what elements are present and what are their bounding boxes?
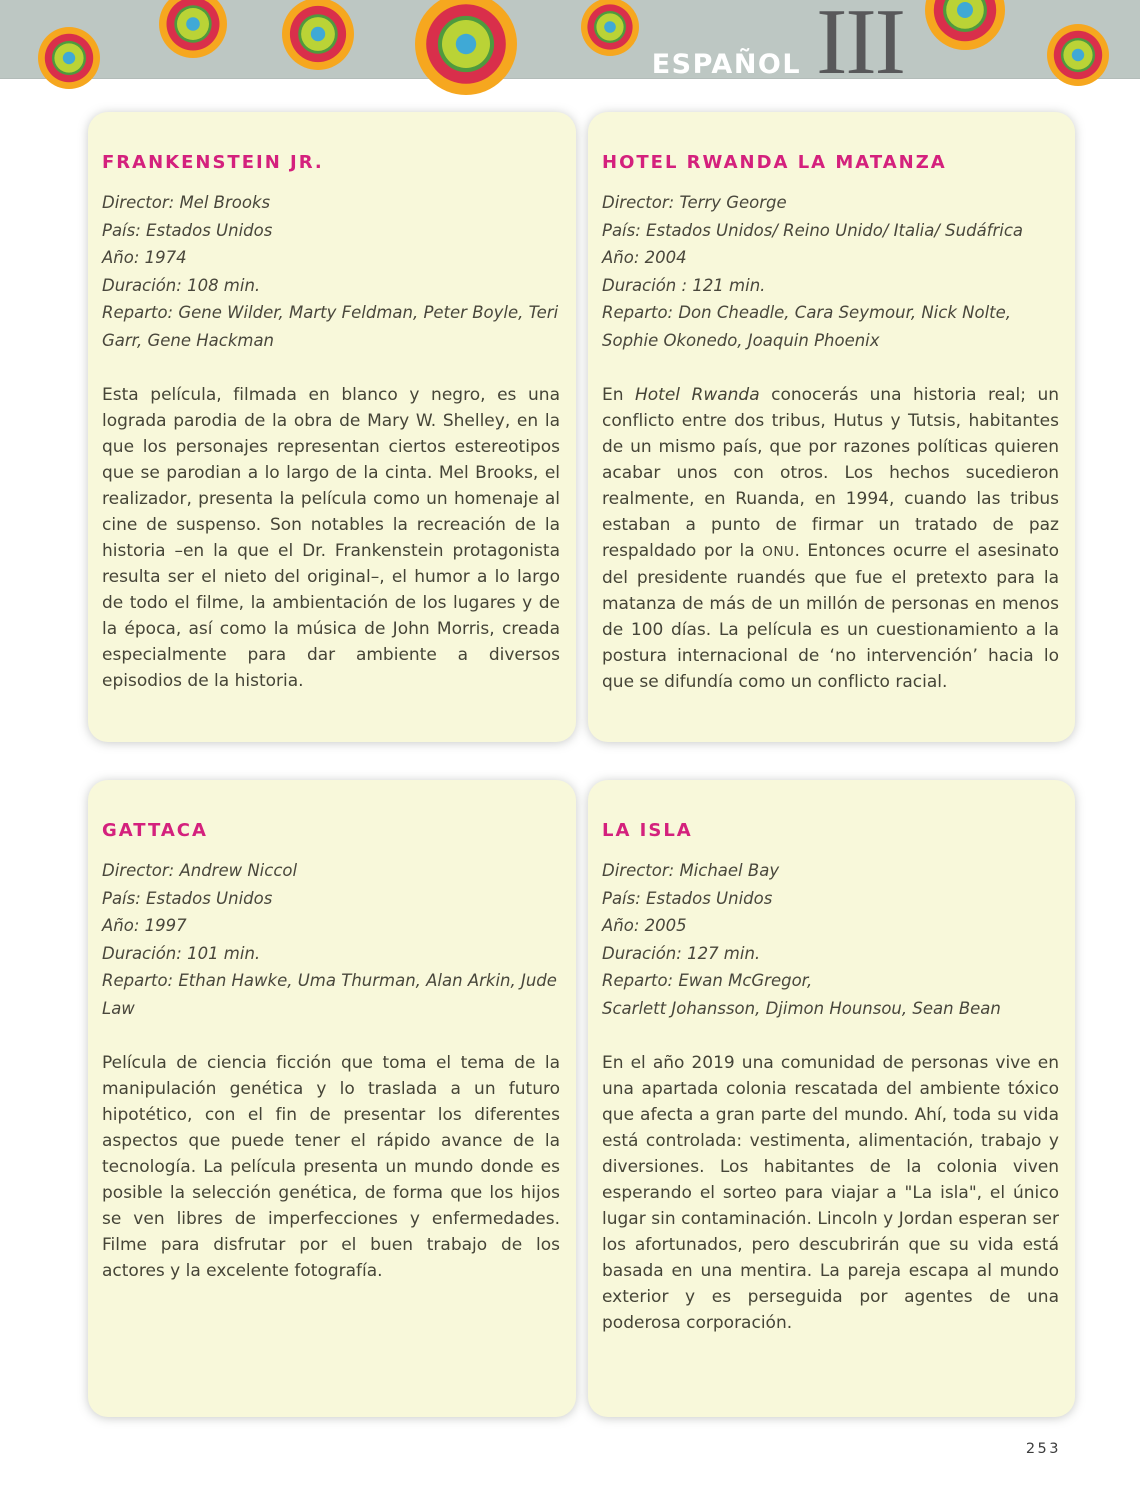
movie-meta-line: Año: 2004	[602, 248, 687, 267]
movie-meta-line: Duración: 127 min.	[602, 943, 761, 963]
movie-meta-line: País: Estados Unidos	[102, 220, 273, 240]
movie-card-gattaca	[88, 780, 576, 1417]
movie-meta-line: Año: 1997	[102, 916, 187, 935]
movie-meta-line: Reparto: Ewan McGregor,	[602, 971, 813, 990]
movie-card-hotel-rwanda	[588, 112, 1075, 742]
movie-meta-line: Duración: 108 min.	[102, 275, 261, 295]
movie-meta-line: Reparto: Don Cheadle, Cara Seymour, Nick Nolte, Sophie Okonedo, Joaquin Phoenix	[602, 303, 1012, 350]
movie-meta-line: Duración: 101 min.	[102, 943, 261, 963]
movie-meta-line: Reparto: Gene Wilder, Marty Feldman, Peter Boyle, Teri Garr, Gene Hackman	[102, 303, 559, 350]
movie-title: FRANKENSTEIN JR.	[102, 152, 324, 173]
movie-meta-line: País: Estados Unidos	[602, 888, 773, 908]
movie-card-frankenstein-jr	[88, 112, 576, 742]
movie-meta-line: Director: Mel Brooks	[102, 193, 271, 212]
movie-meta-line: Director: Andrew Niccol	[102, 861, 298, 880]
header-title	[651, 0, 904, 94]
level-numeral: III	[816, 0, 904, 94]
movie-meta-line: Año: 2005	[602, 916, 687, 935]
movie-title: GATTACA	[102, 820, 208, 841]
movie-card-la-isla	[588, 780, 1075, 1417]
movie-meta-line: País: Estados Unidos	[102, 888, 273, 908]
header-band	[0, 0, 1140, 79]
movie-meta-line: Año: 1974	[102, 248, 187, 267]
movie-meta-line: Scarlett Johansson, Djimon Hounsou, Sean Bean	[602, 998, 1001, 1018]
page-number: 253	[1025, 1441, 1061, 1457]
movie-description: En Hotel Rwanda conocerás una historia real; un conflicto entre dos tribus, Hutus y Tutsis, habitantes de un mismo país, que por razones políticas quieren acabar unos con otros. Los hechos sucedieron realmente, en Ruanda, en 1994, cuando las tribus estaban a punto de firmar un tratado de paz respaldado por la ONU. Entonces ocurre el asesinato del presidente ruandés que fue el pretexto para la matanza de más de un millón de personas en menos de 100 días. La película es un cuestionamiento a la postura internacional de ‘no intervención’ hacia lo que se difundía como un conflicto racial.	[602, 385, 1059, 692]
movie-title: LA ISLA	[602, 820, 693, 841]
movie-meta	[102, 857, 560, 1022]
movie-description: Esta película, filmada en blanco y negro, es una lograda parodia de la obra de Mary W. Shelley, en la que los personajes representan ciertos estereotipos que se parodian a lo largo de la cinta. Mel Brooks, el realizador, presenta la película como un homenaje al cine de suspenso. Son notables la recreación de la historia –en la que el Dr. Frankenstein protagonista resulta ser el nieto del original–, el humor a lo largo de todo el filme, la ambientación de los lugares y de la época, así como la música de John Morris, creada especialmente para dar ambiente a diversos episodios de la historia.	[102, 385, 560, 691]
movie-meta-line: Director: Terry George	[602, 193, 787, 212]
movie-description: Película de ciencia ficción que toma el tema de la manipulación genética y lo traslada a un futuro hipotético, con el fin de presentar los diferentes aspectos que puede tener el rápido avance de la tecnología. La película presenta un mundo donde es posible la selección genética, de forma que los hijos se ven libres de imperfecciones y enfermedades. Filme para disfrutar por el buen trabajo de los actores y la excelente fotografía.	[102, 1053, 560, 1281]
movie-meta	[602, 189, 1059, 354]
movie-meta	[102, 189, 560, 354]
section-label: ESPAÑOL	[651, 49, 802, 80]
movie-title: HOTEL RWANDA LA MATANZA	[602, 152, 947, 173]
movie-meta-line: Reparto: Ethan Hawke, Uma Thurman, Alan Arkin, Jude Law	[102, 971, 557, 1018]
movie-meta-line: País: Estados Unidos/ Reino Unido/ Italia/ Sudáfrica	[602, 220, 1024, 240]
movie-meta-line: Duración : 121 min.	[602, 275, 766, 295]
movie-description: En el año 2019 una comunidad de personas vive en una apartada colonia rescatada del ambiente tóxico que afecta a gran parte del mundo. Ahí, toda su vida está controlada: vestimenta, alimentación, trabajo y diversiones. Los habitantes de la colonia viven esperando el sorteo para viajar a "La isla", el único lugar sin contaminación. Lincoln y Jordan esperan ser los afortunados, pero descubrirán que su vida está basada en una mentira. La pareja escapa al mundo exterior y es perseguida por agentes de una poderosa corporación.	[602, 1053, 1059, 1333]
movie-meta	[602, 857, 1059, 1022]
movie-meta-line: Director: Michael Bay	[602, 861, 780, 880]
